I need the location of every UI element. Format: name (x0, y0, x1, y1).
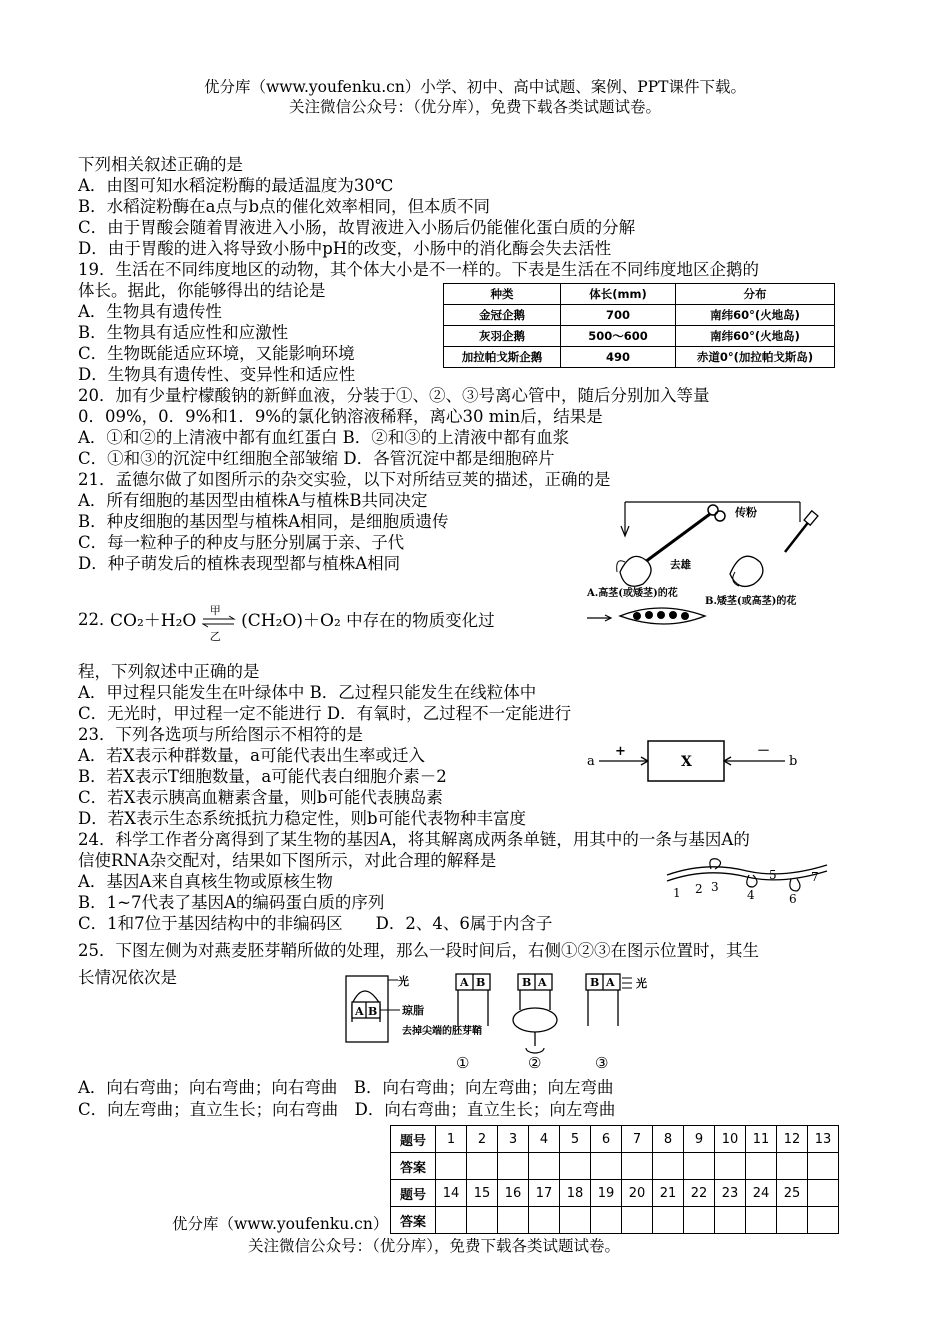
label-7: 7 (811, 870, 819, 884)
label-4: 4 (747, 888, 755, 902)
q20-option-cd: C．①和③的沉淀中红细胞全部皱缩 D．各管沉淀中都是细胞碎片 (78, 449, 555, 468)
q21-stem: 21．孟德尔做了如图所示的杂交实验，以下对所结豆荚的描述，正确的是 (78, 470, 611, 489)
table-row (391, 1153, 839, 1180)
label-5: 5 (769, 868, 777, 882)
q24-option-b: B．1~7代表了基因A的编码蛋白质的序列 (78, 893, 385, 912)
q24-option-a: A．基因A来自真核生物或原核生物 (78, 872, 333, 891)
q19-option-c: C．生物既能适应环境，又能影响环境 (78, 344, 355, 363)
footer-line-1: 优分库（www.youfenku.cn） (172, 1215, 389, 1233)
answer-label: 答案 (391, 1153, 436, 1180)
q24-stem-1: 24．科学工作者分离得到了某生物的基因A，将其解离成两条单链，用其中的一条与基因A的 (78, 830, 750, 849)
answer-cell[interactable] (467, 1153, 498, 1180)
table-cell: 1 (436, 1126, 467, 1153)
label-3: 3 (711, 880, 719, 894)
arrow-label-top: 甲 (209, 603, 221, 617)
answer-cell[interactable] (436, 1153, 467, 1180)
answer-cell[interactable] (560, 1207, 591, 1234)
label-flower-b: B.矮茎(或高茎)的花 (705, 596, 797, 607)
answer-cell[interactable] (591, 1207, 622, 1234)
table-header-row (444, 284, 835, 305)
table-cell: 23 (715, 1180, 746, 1207)
q18-stem: 下列相关叙述正确的是 (78, 155, 243, 174)
table-cell: 16 (498, 1180, 529, 1207)
table-cell (808, 1180, 839, 1207)
label-b-1: B (476, 976, 486, 989)
q18-option-d: D．由于胃酸的进入将导致小肠中pH的改变，小肠中的消化酶会失去活性 (78, 239, 612, 258)
table-cell: 南纬60°(火地岛) (676, 326, 835, 347)
q19-stem-1: 19．生活在不同纬度地区的动物，其个体大小是不一样的。下表是生活在不同纬度地区企鹅的 (78, 260, 759, 279)
coleoptile-figure (340, 970, 660, 1075)
answer-cell[interactable] (808, 1207, 839, 1234)
q22-option-ab: A．甲过程只能发生在叶绿体中 B．乙过程只能发生在线粒体中 (78, 683, 537, 702)
label-circle-2: ② (528, 1054, 542, 1072)
label-a-1: A (460, 976, 469, 989)
arrow-label-bottom: 乙 (209, 629, 221, 643)
header-line-2: 关注微信公众号：（优分库），免费下载各类试题试卷。 (288, 98, 661, 116)
table-cell: 18 (560, 1180, 591, 1207)
table-cell: 22 (684, 1180, 715, 1207)
answer-cell[interactable] (498, 1207, 529, 1234)
answer-cell[interactable] (653, 1153, 684, 1180)
answer-cell[interactable] (622, 1153, 653, 1180)
answer-cell[interactable] (467, 1207, 498, 1234)
reversible-arrow (202, 603, 236, 643)
label-b-left: B (368, 1005, 378, 1018)
q22-stem-tail: 中存在的物质变化过 (346, 611, 495, 630)
table-cell: 7 (622, 1126, 653, 1153)
table-cell: 加拉帕戈斯企鹅 (444, 347, 561, 368)
label-emasculate: 去雄 (670, 559, 691, 571)
table-cell: 700 (561, 305, 676, 326)
answer-cell[interactable] (436, 1207, 467, 1234)
equation-left: CO₂＋H₂O (110, 611, 197, 631)
table-header-cell: 分布 (676, 284, 835, 305)
answer-cell[interactable] (808, 1153, 839, 1180)
table-cell: 6 (591, 1126, 622, 1153)
answer-cell[interactable] (715, 1207, 746, 1234)
label-light-2: 光 (636, 977, 647, 990)
table-row (391, 1180, 839, 1207)
table-cell: 南纬60°(火地岛) (676, 305, 835, 326)
answer-cell[interactable] (715, 1153, 746, 1180)
q20-stem-2: 0．09%，0．9%和1．9%的氯化钠溶液稀释，离心30 min后，结果是 (78, 407, 603, 426)
q25-stem-1: 25．下图左侧为对燕麦胚芽鞘所做的处理，那么一段时间后，右侧①②③在图示位置时，其生 (78, 941, 759, 960)
q22-option-cd: C．无光时，甲过程一定不能进行 D．有氧时，乙过程不一定能进行 (78, 704, 572, 723)
label-6: 6 (789, 892, 797, 906)
label-x: X (681, 754, 692, 770)
table-cell: 12 (777, 1126, 808, 1153)
table-cell: 11 (746, 1126, 777, 1153)
answer-cell[interactable] (777, 1153, 808, 1180)
pea-cross-figure (585, 492, 850, 632)
q19-stem-2: 体长。据此，你能够得出的结论是 (78, 281, 326, 300)
q25-option-cd: C．向左弯曲；直立生长；向右弯曲 D．向右弯曲；直立生长；向左弯曲 (78, 1100, 616, 1119)
label-b-3: B (590, 976, 600, 989)
table-row (444, 305, 835, 326)
table-cell: 14 (436, 1180, 467, 1207)
table-cell: 13 (808, 1126, 839, 1153)
label-flower-a: A.高茎(或矮茎)的花 (587, 588, 678, 599)
table-cell: 灰羽企鹅 (444, 326, 561, 347)
answer-cell[interactable] (591, 1153, 622, 1180)
q22-number: 22． (78, 610, 116, 629)
q18-option-a: A．由图可知水稻淀粉酶的最适温度为30℃ (78, 176, 394, 195)
footer-line-2: 关注微信公众号：（优分库），免费下载各类试题试卷。 (248, 1237, 621, 1255)
label-2: 2 (695, 882, 703, 896)
label-pollinate: 传粉 (735, 506, 757, 519)
label-plus: + (615, 744, 626, 759)
q19-option-a: A．生物具有遗传性 (78, 302, 222, 321)
answer-cell[interactable] (746, 1153, 777, 1180)
label-decapitated-coleoptile: 去掉尖端的胚芽鞘 (402, 1026, 482, 1037)
label-light-1: 光 (398, 975, 409, 988)
label-agar: 琼脂 (402, 1004, 424, 1017)
table-cell: 17 (529, 1180, 560, 1207)
table-cell: 20 (622, 1180, 653, 1207)
q23-option-a: A．若X表示种群数量，a可能代表出生率或迁入 (78, 746, 425, 765)
q21-option-a: A．所有细胞的基因型由植株A与植株B共同决定 (78, 491, 428, 510)
q23-option-b: B．若X表示T细胞数量，a可能代表白细胞介素－2 (78, 767, 447, 786)
answer-cell[interactable] (560, 1153, 591, 1180)
label-minus: － (757, 744, 771, 759)
q22-stem-2: 程，下列叙述中正确的是 (78, 662, 260, 681)
label-b: b (789, 754, 798, 769)
answer-cell[interactable] (746, 1207, 777, 1234)
q21-option-c: C．每一粒种子的种皮与胚分别属于亲、子代 (78, 533, 405, 552)
label-circle-3: ③ (595, 1054, 609, 1072)
table-cell: 25 (777, 1180, 808, 1207)
q20-option-ab: A．①和②的上清液中都有血红蛋白 B．②和③的上清液中都有血浆 (78, 428, 570, 447)
q25-option-ab: A．向右弯曲；向右弯曲；向右弯曲 B．向右弯曲；向左弯曲；向左弯曲 (78, 1078, 614, 1097)
table-row (444, 347, 835, 368)
equation-right: (CH₂O)＋O₂ (241, 611, 341, 631)
answer-label: 答案 (391, 1207, 436, 1234)
label-a-left: A (355, 1005, 364, 1018)
answer-cell[interactable] (498, 1153, 529, 1180)
table-header-cell: 种类 (444, 284, 561, 305)
label-circle-1: ① (456, 1054, 470, 1072)
table-row (391, 1207, 839, 1234)
label-a-3: A (606, 976, 615, 989)
q18-option-c: C．由于胃酸会随着胃液进入小肠，故胃液进入小肠后仍能催化蛋白质的分解 (78, 218, 636, 237)
table-cell: 5 (560, 1126, 591, 1153)
answer-cell[interactable] (653, 1207, 684, 1234)
regulation-diagram (585, 737, 825, 783)
table-cell: 21 (653, 1180, 684, 1207)
table-cell: 24 (746, 1180, 777, 1207)
header-line-1: 优分库（www.youfenku.cn）小学、初中、高中试题、案例、PPT课件下载。 (203, 78, 747, 96)
answer-cell[interactable] (777, 1207, 808, 1234)
table-cell: 10 (715, 1126, 746, 1153)
table-cell: 9 (684, 1126, 715, 1153)
penguin-table (443, 283, 835, 368)
q24-option-cd: C．1和7位于基因结构中的非编码区 D．2、4、6属于内含子 (78, 914, 553, 933)
answer-cell[interactable] (529, 1207, 560, 1234)
q23-option-d: D．若X表示生态系统抵抗力稳定性，则b可能代表物种丰富度 (78, 809, 527, 828)
table-cell: 19 (591, 1180, 622, 1207)
table-cell: 赤道0°(加拉帕戈斯岛) (676, 347, 835, 368)
table-cell: 金冠企鹅 (444, 305, 561, 326)
q19-option-d: D．生物具有遗传性、变异性和适应性 (78, 365, 356, 384)
double-arrow-icon (202, 615, 236, 629)
answer-cell[interactable] (684, 1153, 715, 1180)
table-cell: 490 (561, 347, 676, 368)
label-a-2: A (538, 976, 547, 989)
q19-option-b: B．生物具有适应性和应激性 (78, 323, 289, 342)
hybridization-figure (665, 853, 835, 908)
q24-stem-2: 信使RNA杂交配对，结果如下图所示，对此合理的解释是 (78, 851, 497, 870)
answer-table (390, 1125, 839, 1234)
q25-stem-2: 长情况依次是 (78, 968, 177, 987)
answer-cell[interactable] (622, 1207, 653, 1234)
answer-cell[interactable] (684, 1207, 715, 1234)
q21-option-b: B．种皮细胞的基因型与植株A相同，是细胞质遗传 (78, 512, 449, 531)
table-header-cell: 体长(mm) (561, 284, 676, 305)
question-number-label: 题号 (391, 1126, 436, 1153)
q22-equation (110, 603, 495, 643)
table-cell: 3 (498, 1126, 529, 1153)
table-row (444, 326, 835, 347)
table-cell: 8 (653, 1126, 684, 1153)
q23-stem: 23．下列各选项与所给图示不相符的是 (78, 725, 363, 744)
label-1: 1 (673, 886, 681, 900)
q21-option-d: D．种子萌发后的植株表现型都与植株A相同 (78, 554, 401, 573)
label-b-2: B (522, 976, 532, 989)
question-number-label: 题号 (391, 1180, 436, 1207)
table-row (391, 1126, 839, 1153)
table-cell: 4 (529, 1126, 560, 1153)
label-a: a (587, 754, 595, 769)
answer-cell[interactable] (529, 1153, 560, 1180)
q18-option-b: B．水稻淀粉酶在a点与b点的催化效率相同，但本质不同 (78, 197, 491, 216)
table-cell: 500～600 (561, 326, 676, 347)
table-cell: 15 (467, 1180, 498, 1207)
q20-stem-1: 20．加有少量柠檬酸钠的新鲜血液，分装于①、②、③号离心管中，随后分别加入等量 (78, 386, 710, 405)
q23-option-c: C．若X表示胰高血糖素含量，则b可能代表胰岛素 (78, 788, 443, 807)
table-cell: 2 (467, 1126, 498, 1153)
